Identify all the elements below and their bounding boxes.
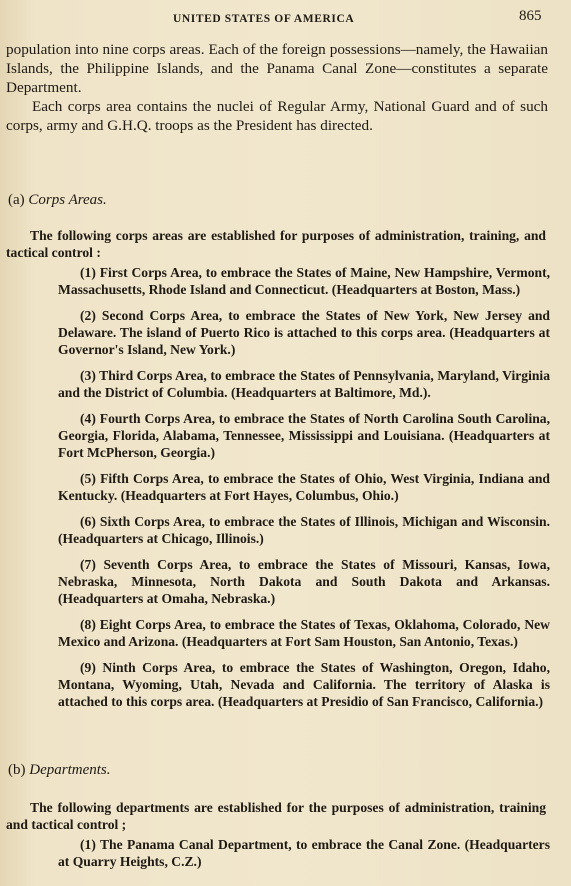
section-marker: (b) <box>8 762 26 778</box>
departments-list <box>58 837 550 880</box>
list-item: (1) First Corps Area, to embrace the States of Maine, New Hampshire, Vermont, Massachusetts, Rhode Island and Connecticut. (Headquarters at Boston, Mass.) <box>58 265 550 297</box>
list-item: (5) Fifth Corps Area, to embrace the States of Ohio, West Virginia, Indiana and Kentucky. (Headquarters at Fort Hayes, Columbus, Ohio.) <box>58 470 550 503</box>
list-item: (9) Ninth Corps Area, to embrace the States of Washington, Oregon, Idaho, Montana, Wyoming, Utah, Nevada and California. The territory of Alaska is attached to this corps area. (Headquarters at Presidio of San Francisco, California.) <box>58 660 550 709</box>
list-item: (2) Second Corps Area, to embrace the States of New York, New Jersey and Delaware. The island of Puerto Rico is attached to this corps area. (Headquarters at Governor's Island, New York.) <box>58 308 550 357</box>
section-title: Departments. <box>29 762 111 778</box>
list-item: (8) Eight Corps Area, to embrace the States of Texas, Oklahoma, Colorado, New Mexico and Arizona. (Headquarters at Fort Sam Houston, San Antonio, Texas.) <box>58 617 550 649</box>
section-intro: The following corps areas are established for purposes of administration, training, and tactical control : <box>6 228 546 260</box>
list-item: (4) Fourth Corps Area, to embrace the States of North Carolina South Carolina, Georgia, Florida, Alabama, Tennessee, Mississippi and Louisiana. (Headquarters at Fort McPherson, Georgia.) <box>58 411 550 460</box>
body-text <box>6 40 548 135</box>
list-item: (1) The Panama Canal Department, to embrace the Canal Zone. (Headquarters at Quarry Heights, C.Z.) <box>58 837 550 869</box>
section-intro: The following departments are established for the purposes of administration, training and tactical control ; <box>6 800 546 832</box>
running-title: UNITED STATES OF AMERICA <box>173 13 355 25</box>
corps-areas-list <box>58 265 550 720</box>
page-number: 865 <box>519 8 542 24</box>
list-item: (3) Third Corps Area, to embrace the States of Pennsylvania, Maryland, Virginia and the District of Columbia. (Headquarters at Baltimore, Md.). <box>58 367 550 400</box>
page-header <box>0 8 571 28</box>
body-paragraph: population into nine corps areas. Each of the foreign possessions—namely, the Hawaiian Islands, the Philippine Islands, and the Panama Canal Zone—constitutes a separate Department. <box>6 41 548 96</box>
section-title: Corps Areas. <box>28 192 107 208</box>
list-item: (7) Seventh Corps Area, to embrace the States of Missouri, Kansas, Iowa, Nebraska, Minnesota, North Dakota and South Dakota and Arkansas. (Headquarters at Omaha, Nebraska.) <box>58 557 550 606</box>
section-heading-departments <box>8 762 111 779</box>
section-marker: (a) <box>8 192 25 208</box>
section-heading-corps-areas <box>8 192 107 209</box>
list-item: (6) Sixth Corps Area, to embrace the States of Illinois, Michigan and Wisconsin. (Headquarters at Chicago, Illinois.) <box>58 514 550 546</box>
body-paragraph: Each corps area contains the nuclei of Regular Army, National Guard and of such corps, army and G.H.Q. troops as the President has directed. <box>6 98 548 134</box>
